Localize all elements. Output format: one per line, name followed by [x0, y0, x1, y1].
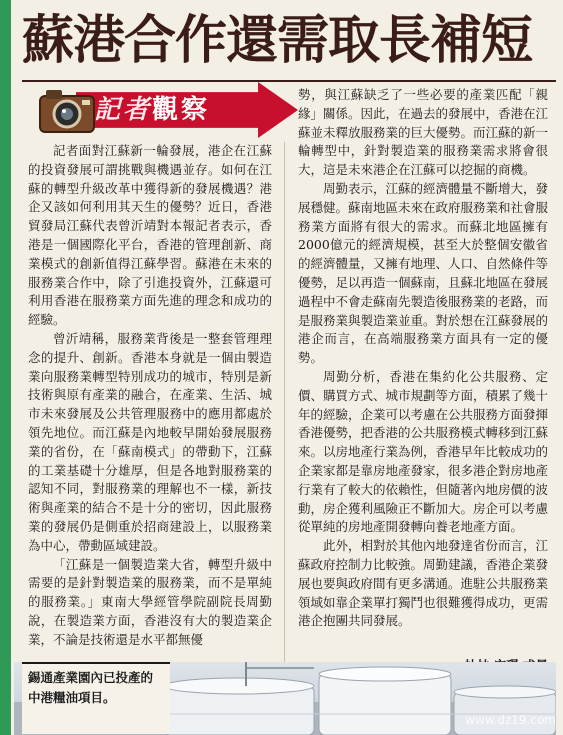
article-paragraph: 勢，與江蘇缺乏了一些必要的產業匹配「親緣」關係。因此，在過去的發展中，香港在江蘇並未釋放服務業的巨大優勢。而江蘇的新一輪轉型中，針對製造業的服務業需求將會很大，這是未來港企在江蘇可以挖掘的商機。	[298, 87, 548, 178]
badge-label-part1: 記者	[94, 95, 153, 125]
column-divider	[284, 142, 285, 662]
badge-label-part2: 觀察	[152, 95, 211, 125]
article-paragraph: 記者面對江蘇新一輪發展，港企在江蘇的投資發展可謂挑戰與機遇並存。如何在江蘇的轉型升級改革中獲得新的發展機遇？港企又該如何利用其天生的優勢？近日，香港貿發局江蘇代表曾沂靖對本報記者表示，香港是一個國際化平台，香港的管理創新、商業模式的創新值得江蘇學習。蘇港在未來的服務業合作中，除了引進投資外，江蘇還可利用香港在服務業方面先進的理念和成功的經驗。	[28, 143, 272, 328]
watermark: www.dz19.com	[465, 713, 556, 727]
article-column-left	[28, 142, 272, 662]
article-paragraph: 周勤分析，香港在集約化公共服務、定價、購買方式、城市規劃等方面，積累了幾十年的經驗，企業可以考慮在公共服務方面發揮香港優勢，把香港的公共服務模式轉移到江蘇來。以房地產行業為例，香港早年比較成功的企業家都是靠房地產發家，很多港企對房地產行業有了較大的依賴性，但隨著內地房價的波動，房企獲利風險正不斷加大。房企可以考慮從單純的房地產開發轉向養老地產方面。	[298, 368, 548, 535]
camera-icon	[36, 84, 98, 136]
article-paragraph: 曾沂靖稱，服務業背後是一整套管理理念的提升、創新。香港本身就是一個由製造業向服務業轉型特別成功的城市，特別是新技術與原有產業的融合，在產業、生活、城市未來發展及公共管理服務中的應用都處於領先地位。而江蘇是內地較早開始發展服務業的省份，在「蘇南模式」的帶動下，江蘇的工業基礎十分雄厚，但是各地對服務業的認知不同，對服務業的理解也不一樣，新技術與產業的結合不是十分的密切，因此服務業的發展仍是側重於招商建設上，以服務業為中心，帶動區域建設。	[28, 330, 272, 553]
page-title: 蘇港合作還需取長補短	[22, 10, 533, 71]
article-paragraph: 此外，相對於其他內地發達省份而言，江蘇政府控制力比較強。周勤建議，香港企業發展也要與政府間有更多溝通。進駐公共服務業領域如靠企業單打獨鬥也很難獲得成功，更需港企抱團共同發展。	[298, 538, 548, 629]
reporter-observation-badge	[36, 82, 298, 138]
photo-caption: 錫通產業園內已投產的中港糧油項目。	[22, 664, 170, 734]
article-paragraph: 周勤表示，江蘇的經濟體量不斷增大，發展穩健。蘇南地區未來在政府服務業和社會服務業方面將有很大的需求。而蘇北地區擁有2000億元的經濟規模，甚至大於整個安徽省的經濟體量，又擁有地理、人口、自然條件等優勢，足以再造一個蘇南，且蘇北地區在發展過程中不會走蘇南先製造後服務業的老路，而是服務業與製造業並重。對於想在江蘇發展的港企而言，在高端服務業方面具有一定的優勢。	[298, 180, 548, 366]
badge-label	[94, 94, 210, 126]
green-accent-bar	[0, 0, 11, 735]
article-column-right	[298, 86, 548, 696]
article-paragraph: 「江蘇是一個製造業大省，轉型升級中需要的是針對製造業的服務業，而不是單純的服務業。」東南大學經管學院副院長周勤說，在製造業方面，香港沒有大的製造業企業，不論是技術還是水平都無優	[28, 556, 272, 647]
